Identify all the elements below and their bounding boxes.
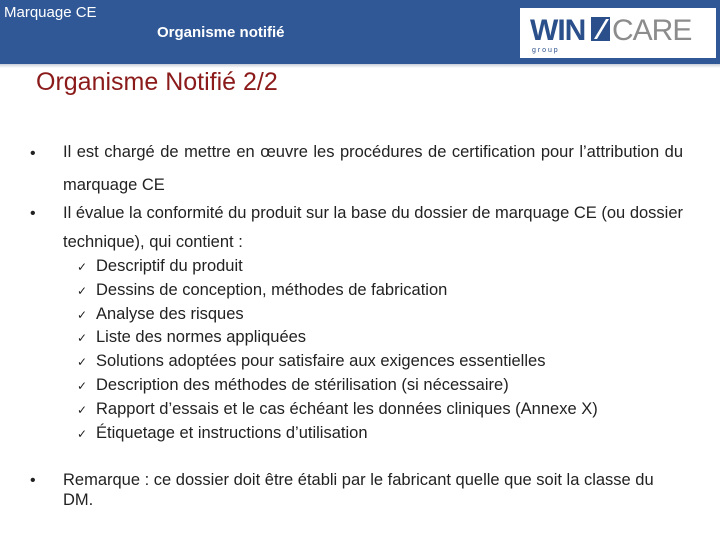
list-item: [77, 350, 598, 374]
checkmark-icon: ✓: [77, 283, 88, 298]
header-title: Organisme notifié: [157, 24, 285, 41]
logo-group-text: g r o u p: [532, 47, 558, 54]
logo-graphic: [520, 8, 716, 58]
paragraph-1: Il est chargé de mettre en œuvre les procédures de certification pour l’attribution du marquage CE: [63, 143, 683, 194]
checkmark-icon: ✓: [77, 355, 88, 370]
paragraph-2: Il évalue la conformité du produit sur la base du dossier de marquage CE (ou dossier technique), qui contient :: [63, 204, 684, 251]
bullet-marker: •: [30, 205, 36, 222]
checkmark-icon: ✓: [77, 307, 88, 322]
list-item-text: Rapport d’essais et le cas échéant les données cliniques (Annexe X): [96, 399, 598, 418]
logo-care-text: CARE: [612, 14, 692, 47]
list-item: [77, 326, 598, 350]
list-item-text: Liste des normes appliquées: [96, 328, 307, 347]
list-item-text: Descriptif du produit: [96, 257, 243, 275]
list-item-text: Dessins de conception, méthodes de fabrication: [96, 280, 448, 299]
list-item: [77, 279, 598, 303]
list-item-text: Analyse des risques: [96, 304, 244, 323]
checkmark-icon: ✓: [77, 331, 88, 346]
list-item-text: Description des méthodes de stérilisation (si nécessaire): [96, 375, 509, 394]
list-item-text: Solutions adoptées pour satisfaire aux exigences essentielles: [96, 352, 546, 371]
list-item: [77, 398, 598, 422]
bullet-marker: •: [30, 472, 36, 489]
paragraph-3: Remarque : ce dossier doit être établi par le fabricant quelle que soit la classe du DM.: [63, 471, 654, 509]
checkmark-icon: ✓: [77, 426, 88, 441]
checkmark-icon: ✓: [77, 378, 88, 393]
list-item: [77, 422, 598, 446]
bullet-marker: •: [30, 145, 36, 162]
dossier-contents-list: [77, 255, 598, 445]
slide-title: Organisme Notifié 2/2: [36, 68, 278, 96]
section-label: Marquage CE: [4, 4, 97, 21]
list-item: [77, 374, 598, 398]
checkmark-icon: ✓: [77, 402, 88, 417]
logo-win-text: WIN: [530, 14, 586, 47]
list-item: [77, 255, 598, 279]
list-item-text: Étiquetage et instructions d’utilisation: [96, 423, 368, 442]
company-logo: [520, 8, 716, 58]
checkmark-icon: ✓: [77, 260, 88, 274]
list-item: [77, 303, 598, 327]
